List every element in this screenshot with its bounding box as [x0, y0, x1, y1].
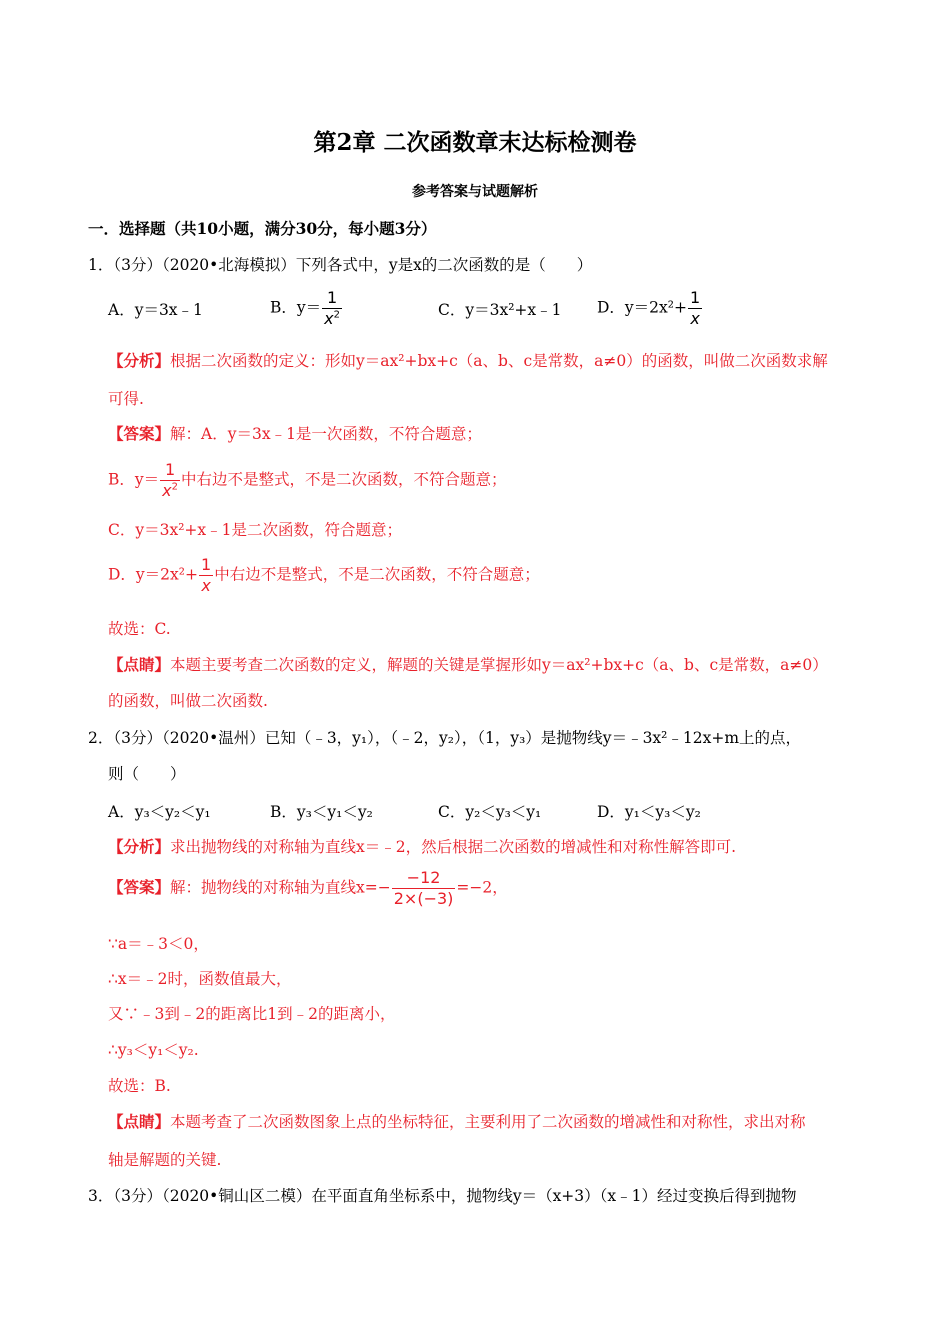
q2-option-d: D．y₁＜y₃＜y₂: [597, 803, 701, 821]
q1-comment-cont: 的函数，叫做二次函数.: [108, 692, 268, 710]
q1-answer-d: [108, 555, 540, 596]
q1-answer-d-fraction: $\frac{1}{x}$: [201, 555, 212, 595]
q1-answer-b-fraction: $\frac{1}{x^2}$: [162, 460, 178, 500]
q2-comment: [108, 1111, 806, 1133]
page-subtitle: 参考答案与试题解析: [412, 184, 538, 200]
q2-choose: 故选：B.: [108, 1077, 171, 1095]
q1-analysis-text: 根据二次函数的定义：形如y＝ax²+bx+c（a、b、c是常数，a≠0）的函数，叫做二次函数求解: [170, 352, 828, 370]
page-title: 第2章 二次函数章末达标检测卷: [313, 129, 637, 156]
q2-option-a: A．y₃＜y₂＜y₁: [108, 803, 211, 821]
q1-answer-c: C．y＝3x²+x﹣1是二次函数，符合题意；: [108, 521, 403, 539]
q1-option-b-fraction: $\frac{1}{x^2}$: [324, 288, 340, 328]
q2-step-4: ∴y₃＜y₁＜y₂.: [108, 1041, 199, 1059]
q2-step-2: ∴x＝﹣2时，函数值最大，: [108, 970, 292, 988]
q2-step-3: 又∵﹣3到﹣2的距离比1到﹣2的距离小，: [108, 1005, 396, 1023]
q1-answer-text: 解：A．y＝3x﹣1是一次函数，不符合题意；: [170, 425, 482, 443]
q2-comment-text: 本题考查了二次函数图象上点的坐标特征，主要利用了二次函数的增减性和对称性，求出对称: [170, 1113, 806, 1131]
q1-option-b-label: B．y＝: [270, 298, 322, 317]
q1-answer-b-text: 中右边不是整式，不是二次函数，不符合题意；: [181, 470, 507, 489]
q1-option-c: C．y＝3x²+x﹣1: [438, 301, 562, 319]
q2-answer: [108, 868, 508, 909]
q1-option-d-fraction: $\frac{1}{x}$: [690, 288, 701, 328]
q2-stem: 2．（3分）（2020•温州）已知（﹣3，y₁），（﹣2，y₂），（1，y₃）是抛物线y＝﹣3x²﹣12x+m上的点，: [88, 729, 802, 747]
q1-option-d: [597, 288, 703, 329]
q2-analysis: [108, 836, 736, 858]
q1-answer-b-label: B．y＝: [108, 470, 160, 489]
q2-answer-fraction: $\frac{-12}{2\times(-3)}$: [393, 868, 454, 908]
q2-step-1: ∵a＝﹣3＜0，: [108, 935, 209, 953]
q1-comment-text: 本题主要考查二次函数的定义，解题的关键是掌握形如y＝ax²+bx+c（a、b、c是常数，a≠0）: [170, 656, 828, 674]
q1-option-b: [270, 288, 343, 329]
q2-option-c: C．y₂＜y₃＜y₁: [438, 803, 542, 821]
q1-answer-d-label: D．y＝2x²+: [108, 565, 198, 584]
q1-analysis-cont: 可得.: [108, 390, 144, 408]
q2-option-b: B．y₃＜y₁＜y₂: [270, 803, 373, 821]
q2-answer-tag: 【答案】: [108, 877, 171, 897]
q2-stem-cont: 则（ ）: [108, 765, 186, 783]
q1-answer-tag: 【答案】: [108, 424, 171, 443]
q1-answer: [108, 423, 482, 445]
q1-comment-tag: 【点睛】: [108, 655, 171, 674]
q1-answer-b: [108, 460, 507, 501]
q1-analysis: [108, 350, 828, 372]
q2-answer-post: =−2，: [456, 878, 508, 897]
q3-stem: 3．（3分）（2020•铜山区二模）在平面直角坐标系中，抛物线y＝（x+3）（x﹣1）经过变换后得到抛物: [88, 1187, 797, 1205]
q1-analysis-tag: 【分析】: [108, 351, 171, 370]
q1-answer-d-text: 中右边不是整式，不是二次函数，不符合题意；: [214, 565, 540, 584]
q1-choose: 故选：C.: [108, 620, 171, 638]
q2-comment-tag: 【点睛】: [108, 1112, 171, 1131]
section-heading: 一．选择题（共10小题，满分30分，每小题3分）: [88, 219, 437, 238]
q2-comment-cont: 轴是解题的关键.: [108, 1151, 222, 1169]
q1-comment: [108, 654, 828, 676]
q1-option-d-label: D．y＝2x²+: [597, 298, 687, 317]
q2-answer-pre: 解：抛物线的对称轴为直线x=−: [170, 878, 391, 897]
q2-analysis-tag: 【分析】: [108, 837, 171, 856]
q1-option-a: A．y＝3x﹣1: [108, 301, 203, 319]
q2-analysis-text: 求出抛物线的对称轴为直线x＝﹣2，然后根据二次函数的增减性和对称性解答即可.: [170, 838, 737, 856]
q1-stem: 1．（3分）（2020•北海模拟）下列各式中，y是x的二次函数的是（ ）: [88, 256, 593, 274]
